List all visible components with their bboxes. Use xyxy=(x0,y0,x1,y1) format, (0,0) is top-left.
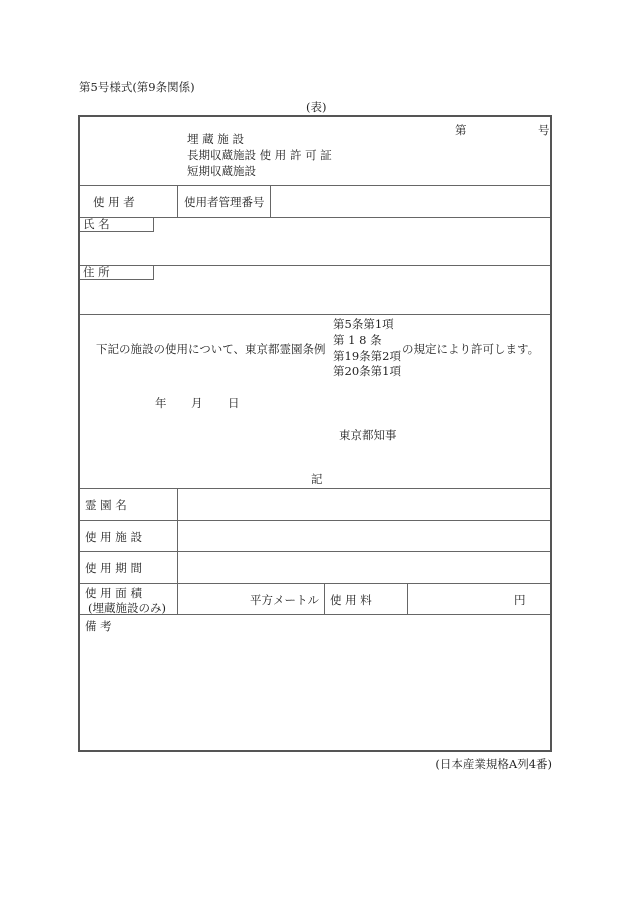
divider xyxy=(177,488,178,614)
mgmt-no-label: 使用者管理番号 xyxy=(184,195,265,209)
divider xyxy=(270,185,271,217)
divider xyxy=(80,551,550,552)
address-label: 住 所 xyxy=(80,265,154,280)
ki-label: 記 xyxy=(311,472,323,486)
date-day: 日 xyxy=(228,396,240,410)
facility-label: 使 用 施 設 xyxy=(85,530,142,544)
area-note: (埋蔵施設のみ) xyxy=(88,601,166,615)
divider xyxy=(80,583,550,584)
name-label: 氏 名 xyxy=(80,217,154,232)
permit-kind-2: 長期収蔵施設 使 用 許 可 証 xyxy=(187,148,332,162)
statement-prefix: 下記の施設の使用について、東京都霊園条例 xyxy=(96,342,326,356)
permit-kind-3: 短期収蔵施設 xyxy=(187,164,256,178)
statement-suffix: の規定により許可します。 xyxy=(402,342,540,356)
divider xyxy=(80,520,550,521)
article-1: 第5条第1項 xyxy=(333,317,394,331)
remarks-label: 備 考 xyxy=(85,619,112,633)
divider xyxy=(407,583,408,614)
fee-label: 使 用 料 xyxy=(330,593,372,607)
date-month: 月 xyxy=(191,396,203,410)
number-label-dai: 第 xyxy=(455,123,467,137)
divider xyxy=(80,614,550,615)
article-3: 第19条第2項 xyxy=(333,349,401,363)
cemetery-name-label: 霊 園 名 xyxy=(85,498,127,512)
area-unit: 平方メートル xyxy=(250,593,319,607)
divider xyxy=(80,488,550,489)
divider xyxy=(177,185,178,217)
period-label: 使 用 期 間 xyxy=(85,561,142,575)
fee-unit: 円 xyxy=(514,593,526,607)
issuer: 東京都知事 xyxy=(339,428,397,442)
article-4: 第20条第1項 xyxy=(333,364,401,378)
area-label: 使 用 面 積 xyxy=(85,586,142,600)
divider xyxy=(324,583,325,614)
paper-size-note: (日本産業規格A列4番) xyxy=(435,757,552,771)
permit-kind-1: 埋 蔵 施 設 xyxy=(187,132,244,146)
number-label-gou: 号 xyxy=(538,123,550,137)
form-title: 第5号様式(第9条関係) xyxy=(79,80,195,94)
user-label: 使 用 者 xyxy=(93,195,135,209)
permit-form xyxy=(78,115,552,752)
side-label: (表) xyxy=(306,100,327,114)
divider xyxy=(80,314,550,315)
divider xyxy=(80,185,550,186)
article-2: 第 1 8 条 xyxy=(333,333,382,347)
date-year: 年 xyxy=(155,396,167,410)
